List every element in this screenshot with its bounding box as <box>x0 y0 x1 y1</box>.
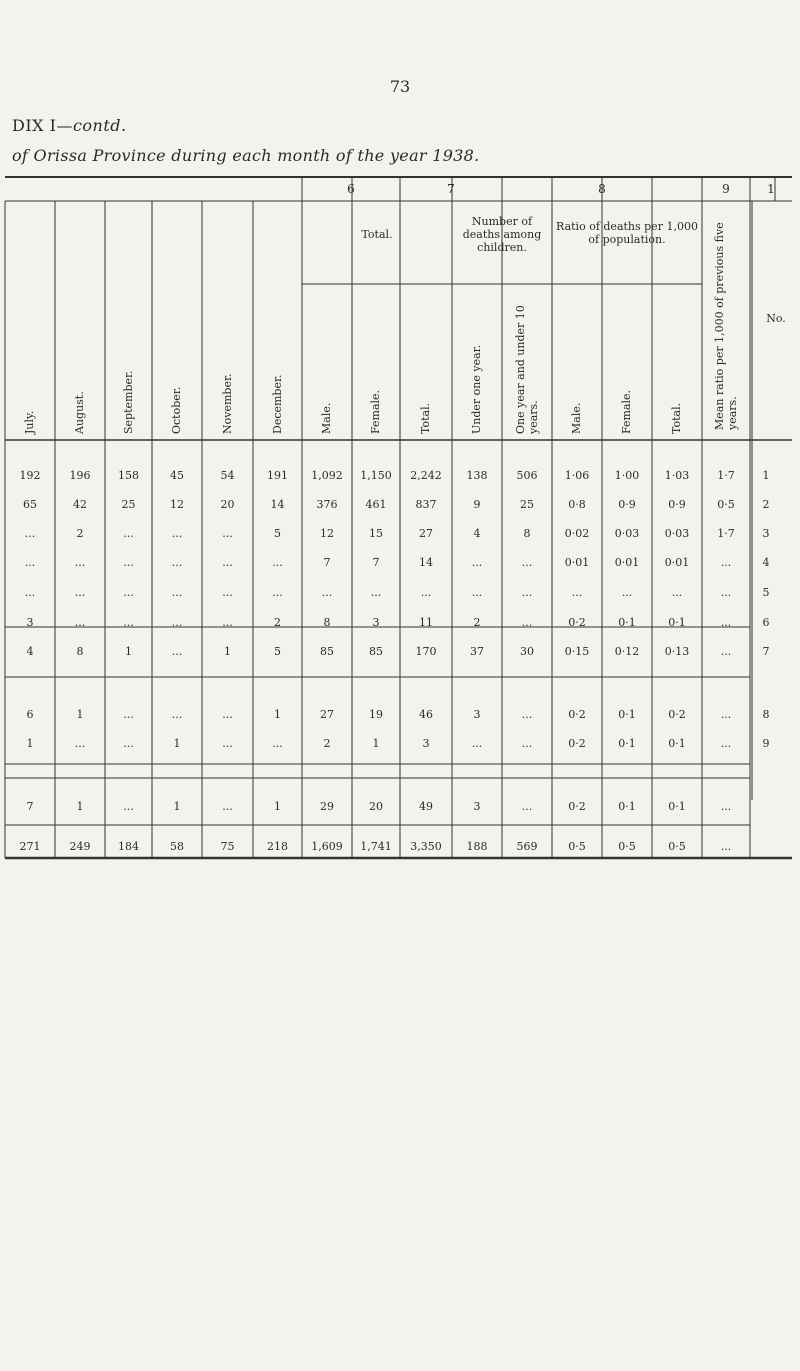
table-cell: ... <box>123 556 134 569</box>
table-cell: 0·2 <box>668 708 686 721</box>
table-cell: 2 <box>473 616 481 629</box>
table-cell: 192 <box>19 469 41 482</box>
table-cell: ... <box>671 586 683 599</box>
table-cell: ... <box>720 737 732 750</box>
column-header: October. <box>170 386 183 434</box>
table-cell: 29 <box>320 800 334 813</box>
column-header: Mean ratio per 1,000 of previous five years. <box>713 222 739 430</box>
table-cell: 12 <box>170 498 184 511</box>
table-cell: 0·13 <box>664 645 690 658</box>
table-cell: 27 <box>419 527 433 540</box>
table-cell: ... <box>521 616 533 629</box>
table-cell: 65 <box>23 498 37 511</box>
table-cell: 837 <box>415 498 437 511</box>
table-cell: 1,609 <box>311 840 343 853</box>
table-cell: 20 <box>369 800 383 813</box>
table-cell: 0·5 <box>668 840 686 853</box>
column-number: 7 <box>447 182 455 196</box>
table-cell: 25 <box>520 498 534 511</box>
table-cell: 0·8 <box>568 498 586 511</box>
column-header: Female. <box>369 389 382 434</box>
table-cell: 7 <box>26 800 34 813</box>
table-cell: 0·1 <box>618 616 636 629</box>
column-header: Male. <box>570 402 583 434</box>
group-header-total: Total. <box>361 228 393 241</box>
column-header: Total. <box>670 402 683 434</box>
table-cell: 3 <box>372 616 380 629</box>
table-cell: ... <box>471 556 483 569</box>
table-cell: 45 <box>170 469 184 482</box>
table-cell: 2 <box>76 527 84 540</box>
table-cell: 0·03 <box>664 527 690 540</box>
table-cell: 569 <box>516 840 538 853</box>
table-cell: 461 <box>365 498 387 511</box>
no-column-header: No. <box>766 312 786 325</box>
table-cell: 376 <box>316 498 338 511</box>
table-cell: 0·5 <box>717 498 735 511</box>
table-cell: ... <box>521 556 533 569</box>
table-cell: 85 <box>369 645 383 658</box>
table-cell: 0·2 <box>568 616 586 629</box>
table-cell: ... <box>24 556 36 569</box>
table-cell: 0·9 <box>618 498 636 511</box>
table-cell: 2 <box>323 737 331 750</box>
row-number: 5 <box>762 586 770 599</box>
table-cell: ... <box>521 800 533 813</box>
table-cell: 0·2 <box>568 737 586 750</box>
table-cell: 54 <box>220 469 235 482</box>
column-number: 6 <box>347 182 355 196</box>
column-header: One year and under 10 years. <box>514 305 540 434</box>
table-cell: 506 <box>516 469 538 482</box>
table-cell: ... <box>222 556 233 569</box>
table-cell: ... <box>24 586 36 599</box>
table-cell: 0·02 <box>564 527 590 540</box>
table-cell: 0·5 <box>568 840 586 853</box>
table-cell: ... <box>222 800 233 813</box>
table-cell: 191 <box>267 469 288 482</box>
table-cell: 58 <box>170 840 184 853</box>
table-cell: 30 <box>520 645 534 658</box>
table-cell: 19 <box>369 708 383 721</box>
table-cell: 1 <box>274 708 281 721</box>
table-cell: ... <box>171 708 183 721</box>
table-cell: ... <box>370 586 382 599</box>
column-header: July. <box>23 410 36 434</box>
table-cell: 15 <box>369 527 383 540</box>
row-number: 3 <box>762 527 770 540</box>
column-header: November. <box>220 373 234 434</box>
column-header: Under one year. <box>470 344 483 434</box>
table-cell: 6 <box>26 708 34 721</box>
table-cell: 170 <box>415 645 437 658</box>
column-number: 9 <box>722 182 730 196</box>
table-cell: 1 <box>274 800 281 813</box>
row-number: 9 <box>762 737 770 750</box>
table-cell: ... <box>74 556 86 569</box>
table-cell: 25 <box>121 498 136 511</box>
table-cell: 0·9 <box>668 498 686 511</box>
table-cell: ... <box>521 737 533 750</box>
table-cell: 0·1 <box>618 737 636 750</box>
table-cell: ... <box>171 586 183 599</box>
table-cell: 218 <box>267 840 288 853</box>
row-number: 6 <box>762 616 770 629</box>
table-cell: ... <box>123 616 134 629</box>
table-cell: ... <box>720 840 732 853</box>
table-cell: 158 <box>118 469 139 482</box>
table-cell: 0·1 <box>618 708 636 721</box>
table-cell: ... <box>171 527 183 540</box>
table-cell: 3 <box>473 708 481 721</box>
table-cell: 1·00 <box>614 469 640 482</box>
table-cell: 27 <box>320 708 334 721</box>
table-cell: ... <box>171 556 183 569</box>
table-cell: ... <box>171 645 183 658</box>
table-cell: 1·06 <box>564 469 590 482</box>
table-cell: ... <box>222 737 233 750</box>
table-cell: ... <box>24 527 36 540</box>
table-cell: ... <box>222 586 233 599</box>
table-cell: 0·1 <box>668 616 686 629</box>
table-cell: 1,741 <box>360 840 392 853</box>
table-cell: 0·1 <box>668 800 686 813</box>
table-cell: ... <box>720 645 732 658</box>
table-cell: 1 <box>173 800 181 813</box>
table-cell: ... <box>272 556 283 569</box>
table-cell: ... <box>720 556 732 569</box>
table-cell: ... <box>420 586 432 599</box>
group-header-ratio: Ratio of deaths per 1,000 of population. <box>556 220 698 246</box>
table-cell: 0·12 <box>614 645 640 658</box>
table-subtitle: of Orissa Province during each month of the year 1938. <box>12 146 480 165</box>
row-number: 4 <box>762 556 770 569</box>
table-cell: 271 <box>19 840 41 853</box>
table-cell: ... <box>123 527 134 540</box>
heading-contd: contd. <box>72 116 127 135</box>
table-cell: 0·2 <box>568 800 586 813</box>
table-cell: 0·01 <box>614 556 640 569</box>
table-cell: 37 <box>470 645 484 658</box>
table-cell: 42 <box>73 498 87 511</box>
table-cell: 184 <box>118 840 139 853</box>
table-cell: 1,092 <box>311 469 343 482</box>
table-cell: 138 <box>466 469 488 482</box>
table-cell: 0·03 <box>614 527 640 540</box>
row-number: 2 <box>762 498 770 511</box>
table-cell: 1 <box>26 737 34 750</box>
table-cell: ... <box>571 586 583 599</box>
table-cell: 1 <box>76 708 84 721</box>
table-cell: 0·15 <box>564 645 590 658</box>
page-number: 73 <box>389 77 411 96</box>
table-cell: 20 <box>220 498 235 511</box>
table-cell: 1 <box>224 645 231 658</box>
table-cell: ... <box>222 708 233 721</box>
row-number: 7 <box>762 645 770 658</box>
column-header: Male. <box>320 402 333 434</box>
table-cell: 1 <box>173 737 181 750</box>
table-cell: 0·2 <box>568 708 586 721</box>
table-cell: ... <box>123 586 134 599</box>
table-cell: 85 <box>320 645 334 658</box>
table-cell: ... <box>74 616 86 629</box>
table-cell: 188 <box>466 840 488 853</box>
table-cell: ... <box>123 737 134 750</box>
table-cell: 7 <box>372 556 380 569</box>
row-number: 8 <box>762 708 770 721</box>
table-cell: 8 <box>523 527 531 540</box>
table-cell: 1,150 <box>360 469 392 482</box>
table-cell: 11 <box>419 616 433 629</box>
table-cell: 46 <box>419 708 433 721</box>
table-cell: 4 <box>26 645 34 658</box>
table-cell: 0·5 <box>618 840 636 853</box>
table-cell: ... <box>720 708 732 721</box>
table-cell: ... <box>720 800 732 813</box>
table-cell: 1·7 <box>717 527 735 540</box>
table-cell: ... <box>123 708 134 721</box>
table-cell: ... <box>222 527 233 540</box>
column-header: Female. <box>620 389 633 434</box>
table-cell: ... <box>272 586 283 599</box>
table-cell: ... <box>74 586 86 599</box>
column-header: Total. <box>419 402 432 434</box>
table-cell: 5 <box>274 527 281 540</box>
table-cell: ... <box>222 616 233 629</box>
table-cell: 1 <box>372 737 380 750</box>
table-cell: 5 <box>274 645 281 658</box>
table-cell: 1 <box>125 645 132 658</box>
column-header: September. <box>121 370 135 434</box>
table-cell: 0·01 <box>564 556 590 569</box>
row-number: 1 <box>762 469 770 482</box>
table-cell: ... <box>171 616 183 629</box>
table-cell: 3 <box>473 800 481 813</box>
table-cell: 2 <box>274 616 281 629</box>
column-number: 8 <box>598 182 606 196</box>
column-number: 1 <box>767 182 775 196</box>
table-cell: ... <box>321 586 333 599</box>
table-cell: 3 <box>422 737 430 750</box>
table-cell: 2,242 <box>410 469 442 482</box>
table-cell: ... <box>272 737 283 750</box>
table-cell: 7 <box>323 556 331 569</box>
table-cell: 0·01 <box>664 556 690 569</box>
table-cell: ... <box>123 800 134 813</box>
table-cell: 1 <box>76 800 84 813</box>
table-cell: 49 <box>419 800 433 813</box>
column-header: December. <box>270 374 284 434</box>
table-cell: 4 <box>473 527 481 540</box>
table-cell: 1·7 <box>717 469 735 482</box>
table-cell: 75 <box>220 840 235 853</box>
table-cell: 3,350 <box>410 840 442 853</box>
table-cell: 8 <box>323 616 331 629</box>
table-cell: ... <box>720 616 732 629</box>
table-cell: ... <box>720 586 732 599</box>
table-cell: 9 <box>473 498 481 511</box>
group-header-deaths-children: Number of deaths among children. <box>462 215 542 254</box>
table-cell: 196 <box>69 469 91 482</box>
table-cell: ... <box>471 586 483 599</box>
table-cell: 8 <box>76 645 84 658</box>
table-cell: ... <box>74 737 86 750</box>
heading-prefix: DIX I— <box>12 116 73 135</box>
table-cell: ... <box>471 737 483 750</box>
table-cell: 249 <box>69 840 91 853</box>
table-cell: ... <box>521 586 533 599</box>
table-cell: 3 <box>26 616 34 629</box>
table-cell: 0·1 <box>668 737 686 750</box>
table-cell: 14 <box>270 498 285 511</box>
table-cell: 0·1 <box>618 800 636 813</box>
table-cell: 12 <box>320 527 334 540</box>
table-cell: 1·03 <box>664 469 690 482</box>
table-cell: ... <box>521 708 533 721</box>
table-cell: ... <box>621 586 633 599</box>
table-cell: 14 <box>419 556 433 569</box>
column-header: August. <box>73 391 86 434</box>
